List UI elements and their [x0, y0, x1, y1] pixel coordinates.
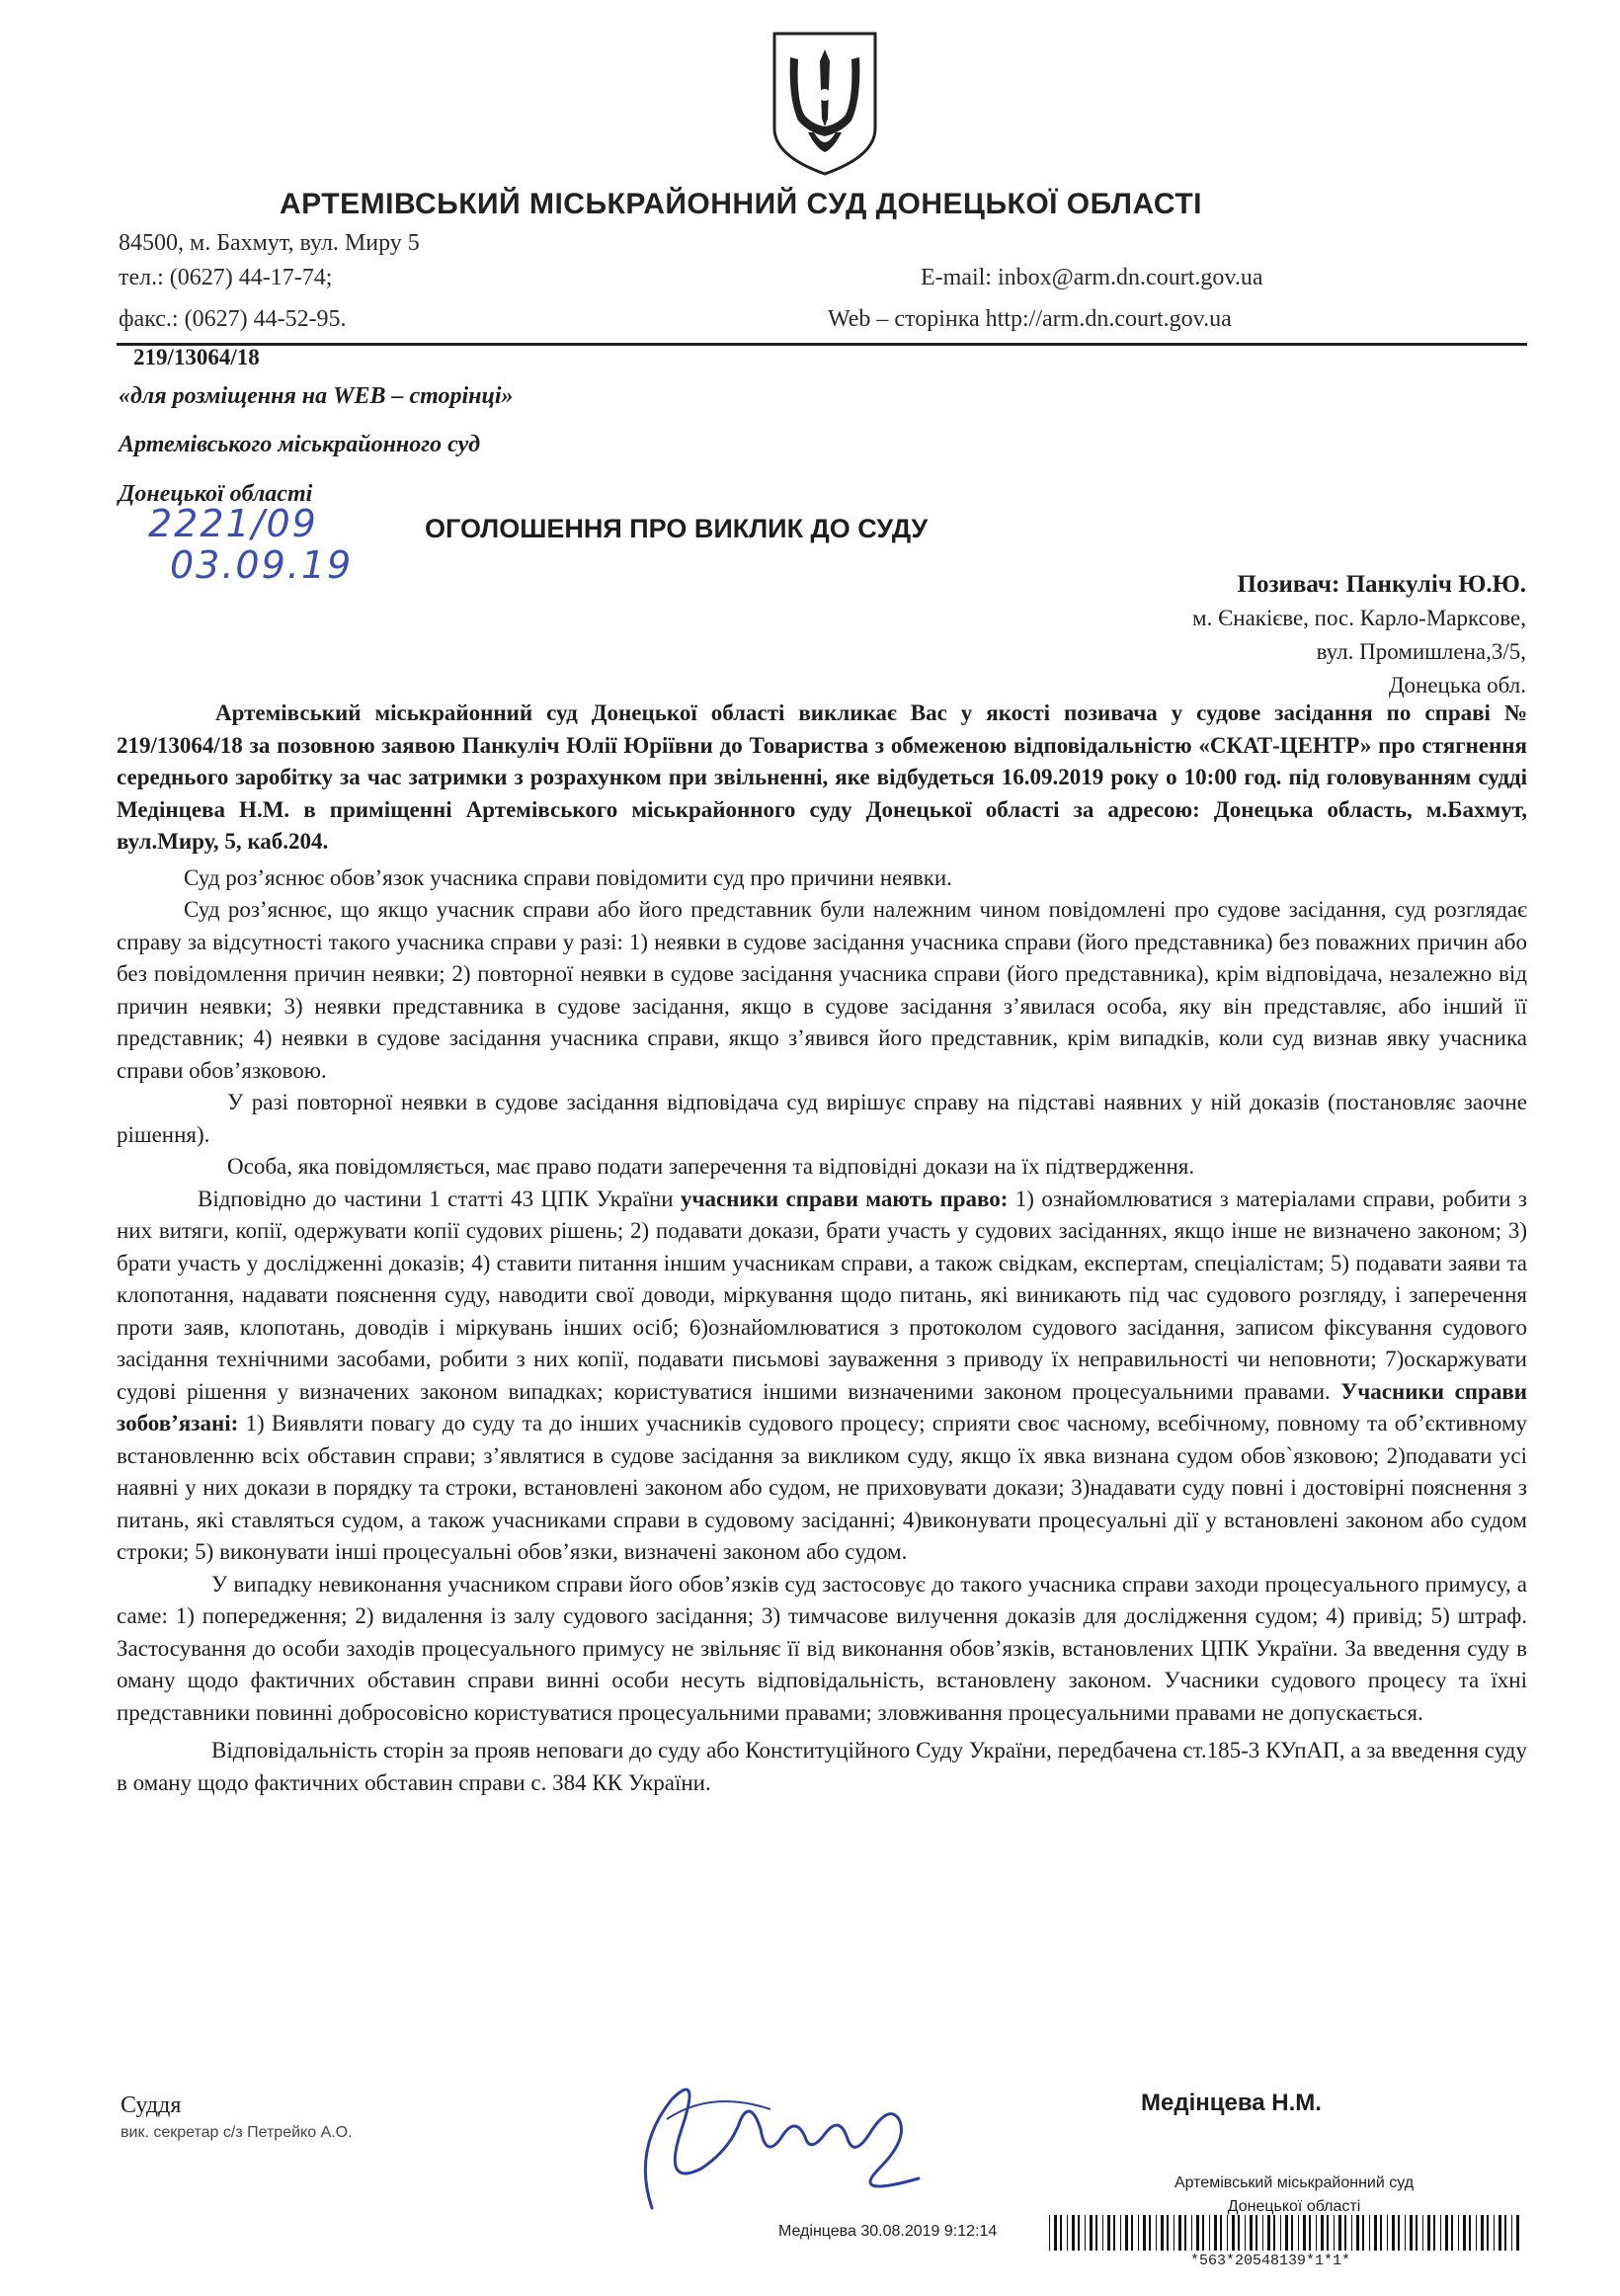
court-title: АРТЕМІВСЬКИЙ МІСЬКРАЙОННИЙ СУД ДОНЕЦЬКОЇ ОБЛАСТІ [280, 188, 1202, 220]
barcode-bar [1102, 2215, 1103, 2251]
rights-heading: учасники справи мають право: [680, 1186, 1009, 1211]
barcode-bar [1334, 2215, 1335, 2251]
barcode-bar [1433, 2215, 1435, 2251]
barcode-bar [1463, 2215, 1466, 2251]
barcode-bar [1427, 2215, 1430, 2251]
barcode-bar [1458, 2215, 1459, 2251]
barcode-court-line: Донецької області [1227, 2198, 1361, 2215]
coat-of-arms-icon [769, 30, 881, 178]
barcode-bar [1476, 2215, 1477, 2251]
barcode-bar [1113, 2215, 1115, 2251]
barcode-bar [1321, 2215, 1324, 2251]
barcode-bar [1178, 2215, 1181, 2251]
plaintiff-address-line: м. Єнакієве, пос. Карло-Марксове, [1192, 606, 1526, 630]
barcode-bar [1262, 2215, 1263, 2251]
rights-intro: Відповідно до частини 1 статті 43 ЦПК України [198, 1186, 681, 1211]
barcode-bar [1267, 2215, 1270, 2251]
repeated-absence-paragraph: У разі повторної неявки в судове засідання відповідача суд вирішує справу на підставі наявних у ній доказів (постановляє заочне рішення). [117, 1090, 1527, 1147]
barcode-bar [1291, 2215, 1293, 2251]
barcode-court-line: Артемівський міськрайонний суд [1174, 2174, 1415, 2191]
summons-paragraph: Артемівський міськрайонний суд Донецької області викликає Вас у якості позивача у судове засідання по справі № 219/13064/18 за позовною заявою Панкуліч Юлії Юріївни до Товариства з обмеженою відповідальністю «СКАТ-ЦЕНТР» про стягнення середнього заробітку за час затримки з розрахунком при звільненні, яке відбудеться 16.09.2019 року о 10:00 год. під головуванням судді Медінцева Н.М. в приміщенні Артемівського міськрайонного суду Донецької області за адресою: Донецька область, м.Бахмут, вул.Миру, 5, каб.204. [117, 700, 1527, 854]
barcode-bar [1338, 2215, 1341, 2251]
barcode-bar [1387, 2215, 1388, 2251]
barcode-bar [1238, 2215, 1240, 2251]
barcode-bar [1344, 2215, 1346, 2251]
barcode-bar [1090, 2215, 1093, 2251]
barcode-bar [1149, 2215, 1151, 2251]
barcode-bar [1481, 2215, 1484, 2251]
barcode-bar [1220, 2215, 1222, 2251]
barcode-bar [1120, 2215, 1121, 2251]
barcode-bar [1196, 2215, 1199, 2251]
notice-title: ОГОЛОШЕННЯ ПРО ВИКЛИК ДО СУДУ [425, 514, 929, 543]
barcode-bar [1054, 2215, 1057, 2251]
notice-body [117, 697, 1527, 1799]
objection-right-paragraph: Особа, яка повідомляється, має право подати заперечення та відповідні докази на їх підтвердження. [227, 1154, 1195, 1179]
barcode-bar [1303, 2215, 1306, 2251]
barcode-bar [1107, 2215, 1110, 2251]
barcode-bar [1285, 2215, 1288, 2251]
barcode-bar [1298, 2215, 1299, 2251]
barcode-court-label [1136, 2172, 1452, 2219]
barcode-number: *563*20548139*1*1* [1190, 2253, 1351, 2269]
barcode-bar [1504, 2215, 1506, 2251]
barcode-bar [1156, 2215, 1157, 2251]
barcode-bar [1202, 2215, 1204, 2251]
barcode-bar [1516, 2215, 1519, 2251]
barcode-bar [1445, 2215, 1448, 2251]
document-barcode [1049, 2215, 1523, 2251]
duties-list: 1) Виявляти повагу до суду та до інших учасників судового процесу; сприяти своє часному, всебічному, повному та об’єктивному встановленню всіх обставин справи; з’являтися в судове засідання за викликом суду, якщо їх явка визнана судом обов`язковою; 2)подавати усі наявні у них докази в порядку та строки, встановлені законом або судом, не приховувати докази; 3)надавати суду повні і достовірні пояснення з питань, які ставляться судом, а також учасниками справи в судовому засіданні; 4)виконувати процесуальні дії у встановлені законом або судом строки; 5) виконувати інші процесуальні обов’язки, визначені законом або судом. [117, 1411, 1527, 1564]
barcode-bar [1380, 2215, 1382, 2251]
plaintiff-block [1192, 568, 1526, 702]
barcode-bar [1273, 2215, 1275, 2251]
barcode-bar [1374, 2215, 1377, 2251]
barcode-bar [1167, 2215, 1169, 2251]
court-address: 84500, м. Бахмут, вул. Миру 5 [119, 230, 420, 256]
barcode-bar [1327, 2215, 1329, 2251]
barcode-bar [1469, 2215, 1471, 2251]
barcode-bar [1250, 2215, 1253, 2251]
barcode-bar [1498, 2215, 1501, 2251]
barcode-bar [1362, 2215, 1364, 2251]
barcode-bar [1085, 2215, 1086, 2251]
barcode-bar [1410, 2215, 1413, 2251]
barcode-bar [1256, 2215, 1257, 2251]
barcode-bar [1131, 2215, 1133, 2251]
barcode-bar [1245, 2215, 1246, 2251]
barcode-bar [1227, 2215, 1228, 2251]
liability-paragraph: Відповідальність сторін за прояв неповаги до суду або Конституційного Суду України, передбачена ст.185-3 КУпАП, а за введення суду в оману щодо фактичних обставин справи с. 384 КК України. [117, 1738, 1527, 1795]
barcode-bar [1392, 2215, 1395, 2251]
barcode-bar [1309, 2215, 1311, 2251]
barcode-bar [1125, 2215, 1128, 2251]
barcode-bar [1416, 2215, 1418, 2251]
barcode-bar [1095, 2215, 1097, 2251]
duties-heading: Учасники справи зобов’язані: [117, 1378, 1528, 1435]
barcode-bar [1356, 2215, 1359, 2251]
secretary-name: вик. секретар с/з Петрейко А.О. [121, 2124, 353, 2141]
handwritten-registration-date: 03.09.19 [170, 543, 354, 587]
recipient-court-line1: Артемівського міськрайонного суд [119, 432, 481, 457]
plaintiff-address-line: Донецька обл. [1388, 673, 1526, 697]
barcode-timestamp: Медінцева 30.08.2019 9:12:14 [778, 2223, 998, 2240]
barcode-bar [1161, 2215, 1164, 2251]
barcode-bar [1072, 2215, 1075, 2251]
barcode-bar [1511, 2215, 1512, 2251]
rights-and-duties-paragraph [117, 1184, 1527, 1569]
court-website: Web – сторінка http://arm.dn.court.gov.ua [828, 306, 1232, 332]
judge-signature [612, 2060, 938, 2228]
judge-name: Медінцева Н.М. [1141, 2090, 1322, 2116]
barcode-bar [1369, 2215, 1370, 2251]
barcode-bar [1487, 2215, 1489, 2251]
barcode-bar [1232, 2215, 1235, 2251]
barcode-bar [1209, 2215, 1210, 2251]
barcode-bar [1351, 2215, 1352, 2251]
barcode-bar [1214, 2215, 1217, 2251]
barcode-bar [1049, 2215, 1050, 2251]
barcode-bar [1451, 2215, 1453, 2251]
barcode-bar [1138, 2215, 1139, 2251]
handwritten-registration-number: 2221/09 [148, 502, 318, 545]
barcode-bar [1398, 2215, 1400, 2251]
barcode-bar [1494, 2215, 1495, 2251]
barcode-bar [1316, 2215, 1317, 2251]
plaintiff-name: Позивач: Панкуліч Ю.Ю. [1237, 571, 1526, 598]
obligation-paragraph: Суд роз’яснює обов’язок учасника справи повідомити суд про причини неявки. [184, 864, 952, 890]
barcode-bar [1067, 2215, 1068, 2251]
barcode-bar [1422, 2215, 1423, 2251]
court-email: E-mail: inbox@arm.dn.court.gov.ua [921, 265, 1263, 290]
web-note: «для розміщення на WEB – сторінці» [119, 383, 514, 409]
barcode-bar [1143, 2215, 1146, 2251]
court-phone: тел.: (0627) 44-17-74; [119, 265, 333, 290]
header-divider [117, 343, 1527, 346]
judge-label: Суддя [121, 2092, 182, 2118]
barcode-bar [1280, 2215, 1281, 2251]
barcode-bar [1184, 2215, 1186, 2251]
court-fax: факс.: (0627) 44-52-95. [119, 306, 347, 332]
absence-rules-paragraph: Суд роз’яснює, що якщо учасник справи або його представник були належним чином повідомлені про судове засідання, суд розглядає справу за відсутності такого учасника справи у разі: 1) неявки в судове засідання учасника справи (його представника) без поважних причин або без повідомлення причин неявки; 2) повторної неявки в судове засідання учасника справи (його представника), крім відповідача, незалежно від причин неявки; 3) неявки представника в судове засідання, якщо в судове засідання з’явилася особа, яку він представляє, або інший її представник; 4) неявки в судове засідання учасника справи, якщо з’явився його представник, крім випадків, коли суд визнав явку учасника справи обов’язковою. [117, 897, 1527, 1083]
barcode-bar [1405, 2215, 1406, 2251]
plaintiff-address-line: вул. Промишлена,3/5, [1316, 639, 1526, 664]
barcode-bar [1078, 2215, 1080, 2251]
rights-list: 1) ознайомлюватися з матеріалами справи, робити з них витяги, копії, одержувати копії судових рішень; 2) подавати докази, брати участь у судових засіданнях, якщо інше не визначено законом; 3) брати участь у дослідженні доказів; 4) ставити питання іншим учасникам справи, а також свідкам, експертам, спеціалістам; 5) подавати заяви та клопотання, надавати пояснення суду, наводити свої доводи, міркування щодо питань, які виникають під час судового розгляду, і заперечення проти заяв, клопотань, доводів і міркувань інших осіб; 6)ознайомлюватися з протоколом судового засідання, записом фіксування судового засідання технічними засобами, робити з них копії, подавати письмові зауваження з приводу їх неправильності чи неповноти; 7)оскаржувати судові рішення у визначених законом випадках; користуватися іншими визначеними законом процесуальними правами. [117, 1186, 1527, 1404]
case-number: 219/13064/18 [133, 345, 260, 369]
barcode-bar [1191, 2215, 1192, 2251]
recipient-court-line2: Донецької області [119, 481, 313, 507]
barcode-bar [1060, 2215, 1062, 2251]
barcode-bar [1440, 2215, 1441, 2251]
coercion-paragraph: У випадку невиконання учасником справи його обов’язків суд застосовує до такого учасника справи заходи процесуального примусу, а саме: 1) попередження; 2) видалення із залу судового засідання; 3) тимчасове вилучення доказів для дослідження судом; 4) привід; 5) штраф. Застосування до особи заходів процесуального примусу не звільняє її від виконання обов’язків, встановлених ЦПК України. За введення суду в оману щодо фактичних обставин справи винні особи несуть відповідальність, встановлену законом. Учасники судового процесу та їхні представники повинні добросовісно користуватися процесуальними правами; зловживання процесуальними правами не допускається. [117, 1571, 1527, 1725]
